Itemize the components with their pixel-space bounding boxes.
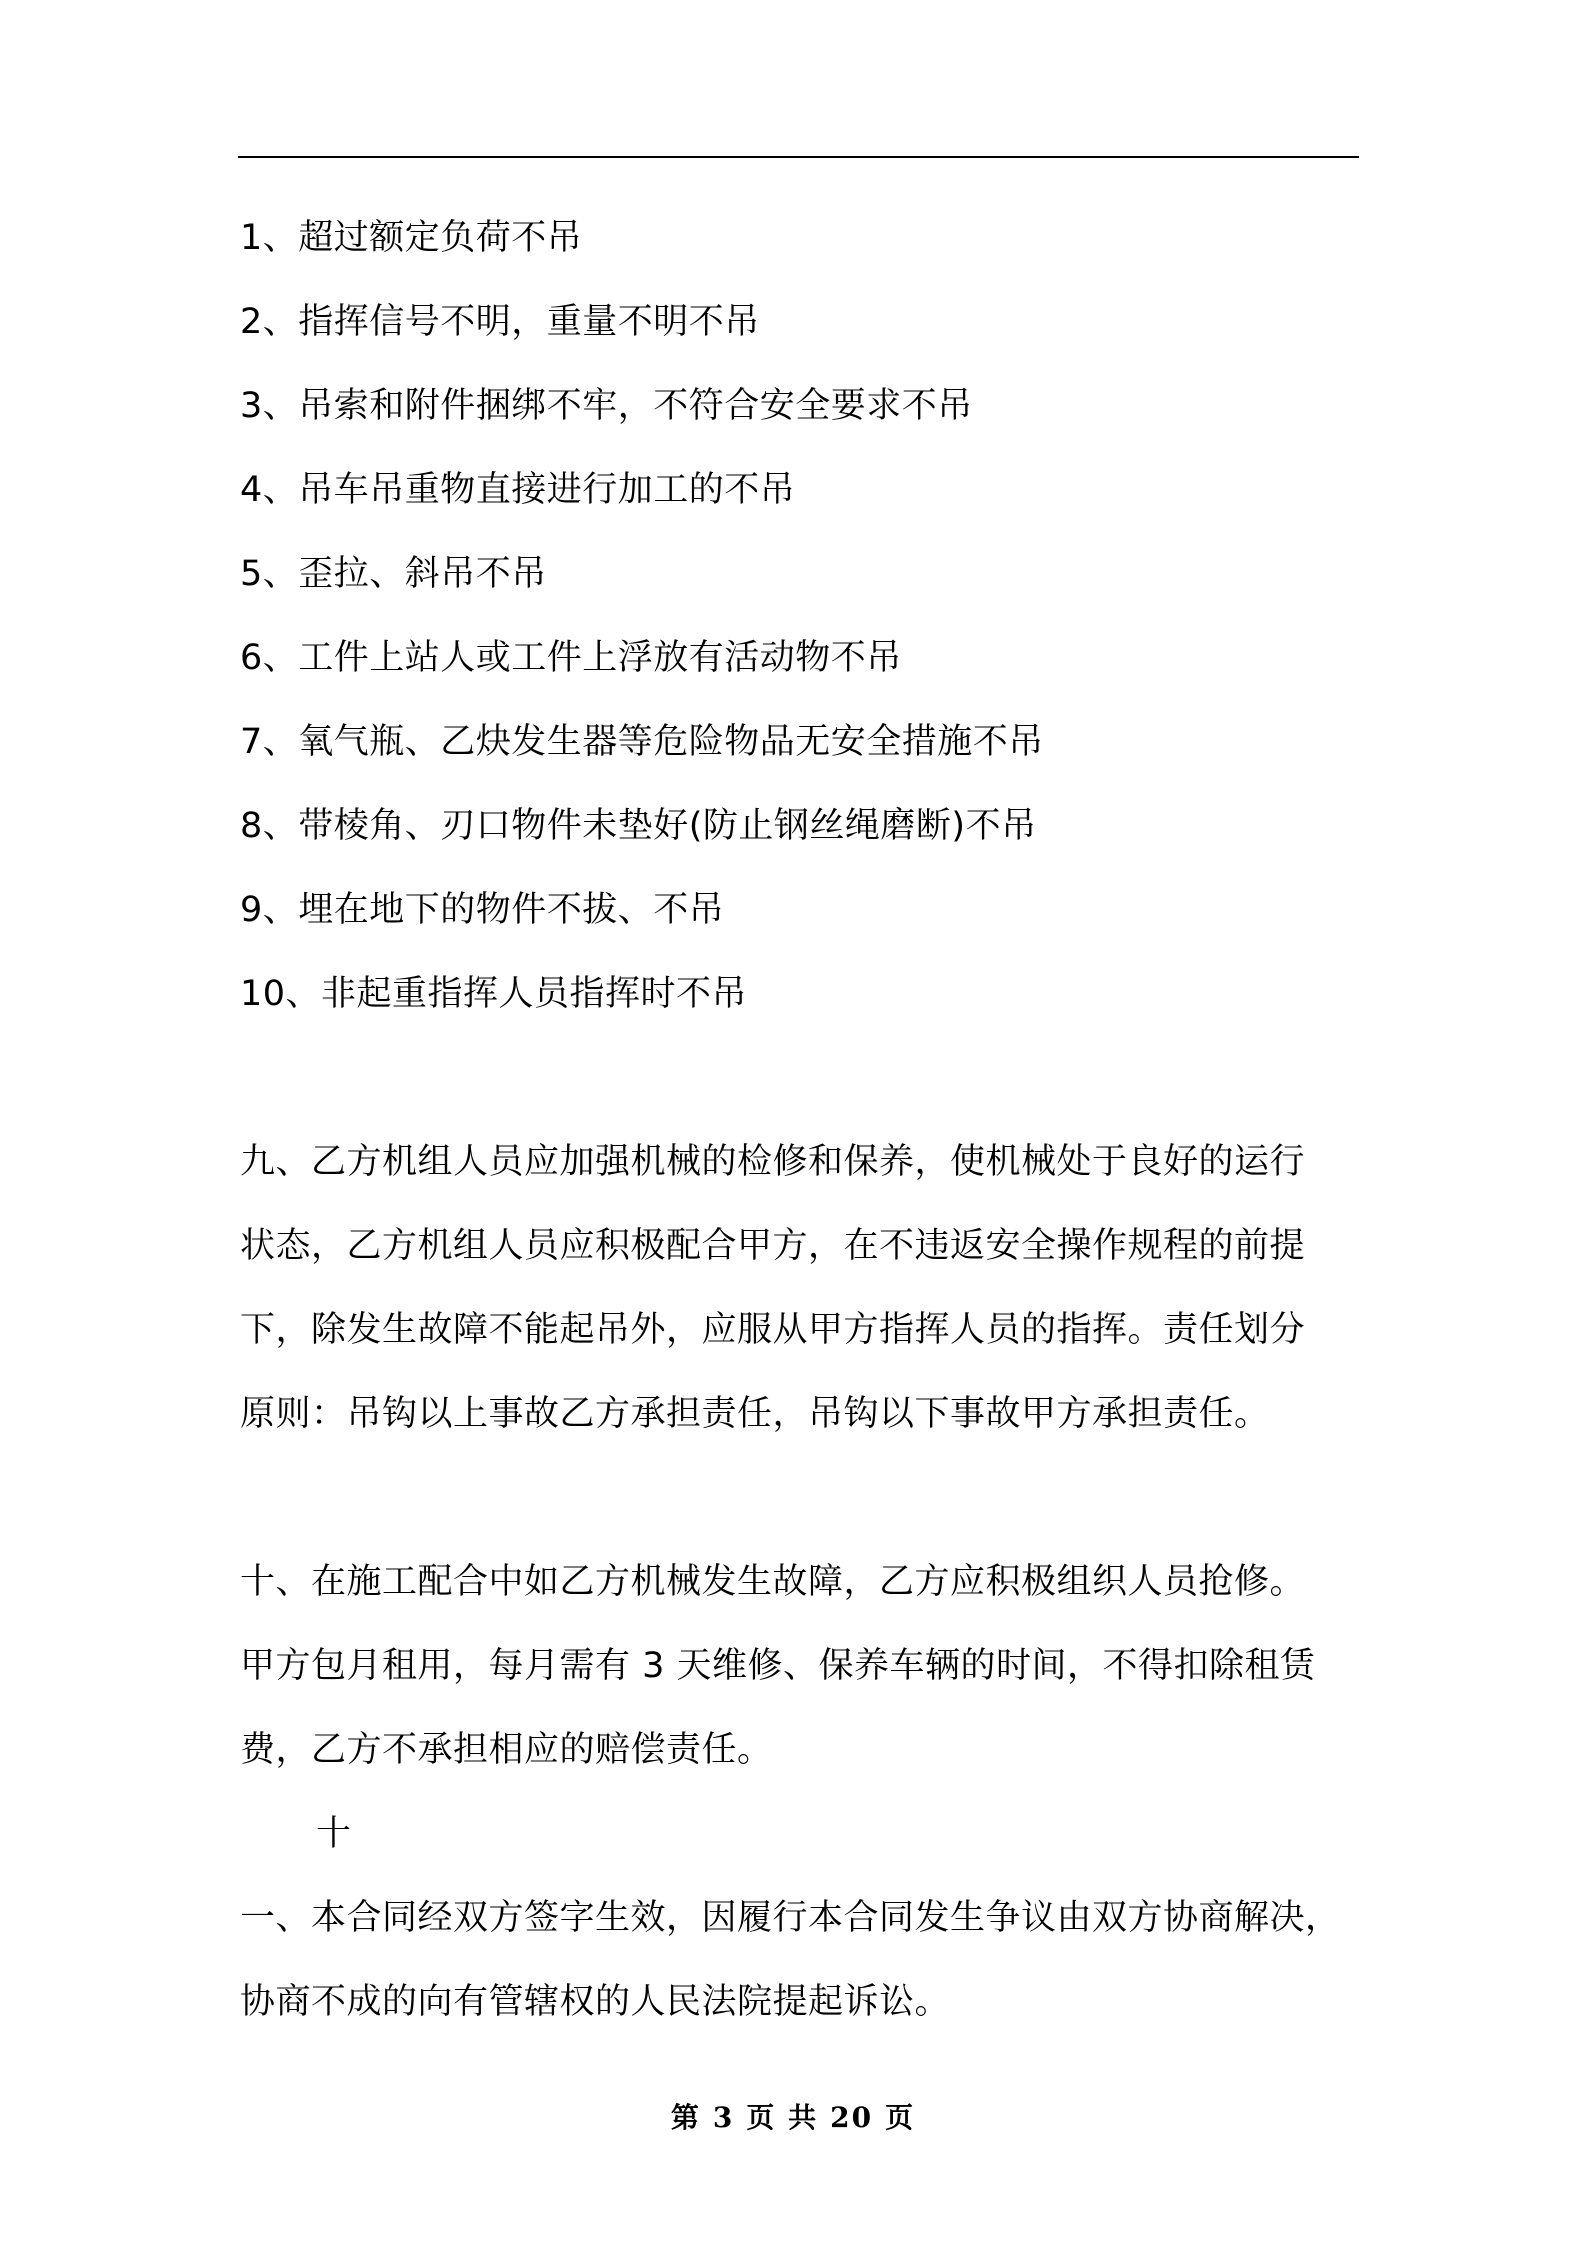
document-body <box>240 196 1360 2044</box>
list-items <box>240 196 1360 1036</box>
clause-11-heading: 十 <box>316 1814 352 1854</box>
list-item: 10、非起重指挥人员指挥时不吊 <box>240 974 748 1014</box>
clause-9-paragraph <box>240 1120 1360 1456</box>
paragraph-line: 费，乙方不承担相应的赔偿责任。 <box>240 1730 773 1770</box>
current-page-number: 3 <box>712 2101 735 2134</box>
paragraph-line: 协商不成的向有管辖权的人民法院提起诉讼。 <box>240 1982 951 2022</box>
paragraph-line: 十、在施工配合中如乙方机械发生故障，乙方应积极组织人员抢修。 <box>240 1562 1306 1602</box>
paragraph-line: 下，除发生故障不能起吊外，应服从甲方指挥人员的指挥。责任划分 <box>240 1310 1306 1350</box>
list-item: 3、吊索和附件捆绑不牢，不符合安全要求不吊 <box>240 386 973 426</box>
paragraph-line: 状态，乙方机组人员应积极配合甲方，在不违返安全操作规程的前提 <box>240 1226 1306 1266</box>
page-footer <box>0 2096 1586 2136</box>
footer-label: 页 共 <box>746 2101 819 2134</box>
spacer <box>240 1456 1360 1540</box>
header-rule <box>238 156 1359 158</box>
list-item: 7、氧气瓶、乙炔发生器等危险物品无安全措施不吊 <box>240 722 1044 762</box>
total-page-number: 20 <box>830 2101 874 2134</box>
footer-label: 第 <box>670 2101 701 2134</box>
list-item: 2、指挥信号不明，重量不明不吊 <box>240 302 760 342</box>
paragraph-line: 甲方包月租用，每月需有 3 天维修、保养车辆的时间，不得扣除租赁 <box>240 1646 1316 1686</box>
clause-10-paragraph <box>240 1540 1360 1792</box>
clause-11-paragraph <box>240 1792 1360 2044</box>
spacer <box>240 1036 1360 1120</box>
paragraph-line: 原则：吊钩以上事故乙方承担责任，吊钩以下事故甲方承担责任。 <box>240 1394 1270 1434</box>
list-item: 4、吊车吊重物直接进行加工的不吊 <box>240 470 796 510</box>
list-item: 5、歪拉、斜吊不吊 <box>240 554 547 594</box>
footer-label: 页 <box>885 2101 916 2134</box>
list-item: 6、工件上站人或工件上浮放有活动物不吊 <box>240 638 902 678</box>
paragraph-line: 一、本合同经双方签字生效，因履行本合同发生争议由双方协商解决， <box>240 1898 1341 1938</box>
list-item: 1、超过额定负荷不吊 <box>240 218 583 258</box>
list-item: 8、带棱角、刃口物件未垫好(防止钢丝绳磨断)不吊 <box>240 806 1037 846</box>
paragraph-line: 九、乙方机组人员应加强机械的检修和保养，使机械处于良好的运行 <box>240 1142 1306 1182</box>
list-item: 9、埋在地下的物件不拔、不吊 <box>240 890 725 930</box>
